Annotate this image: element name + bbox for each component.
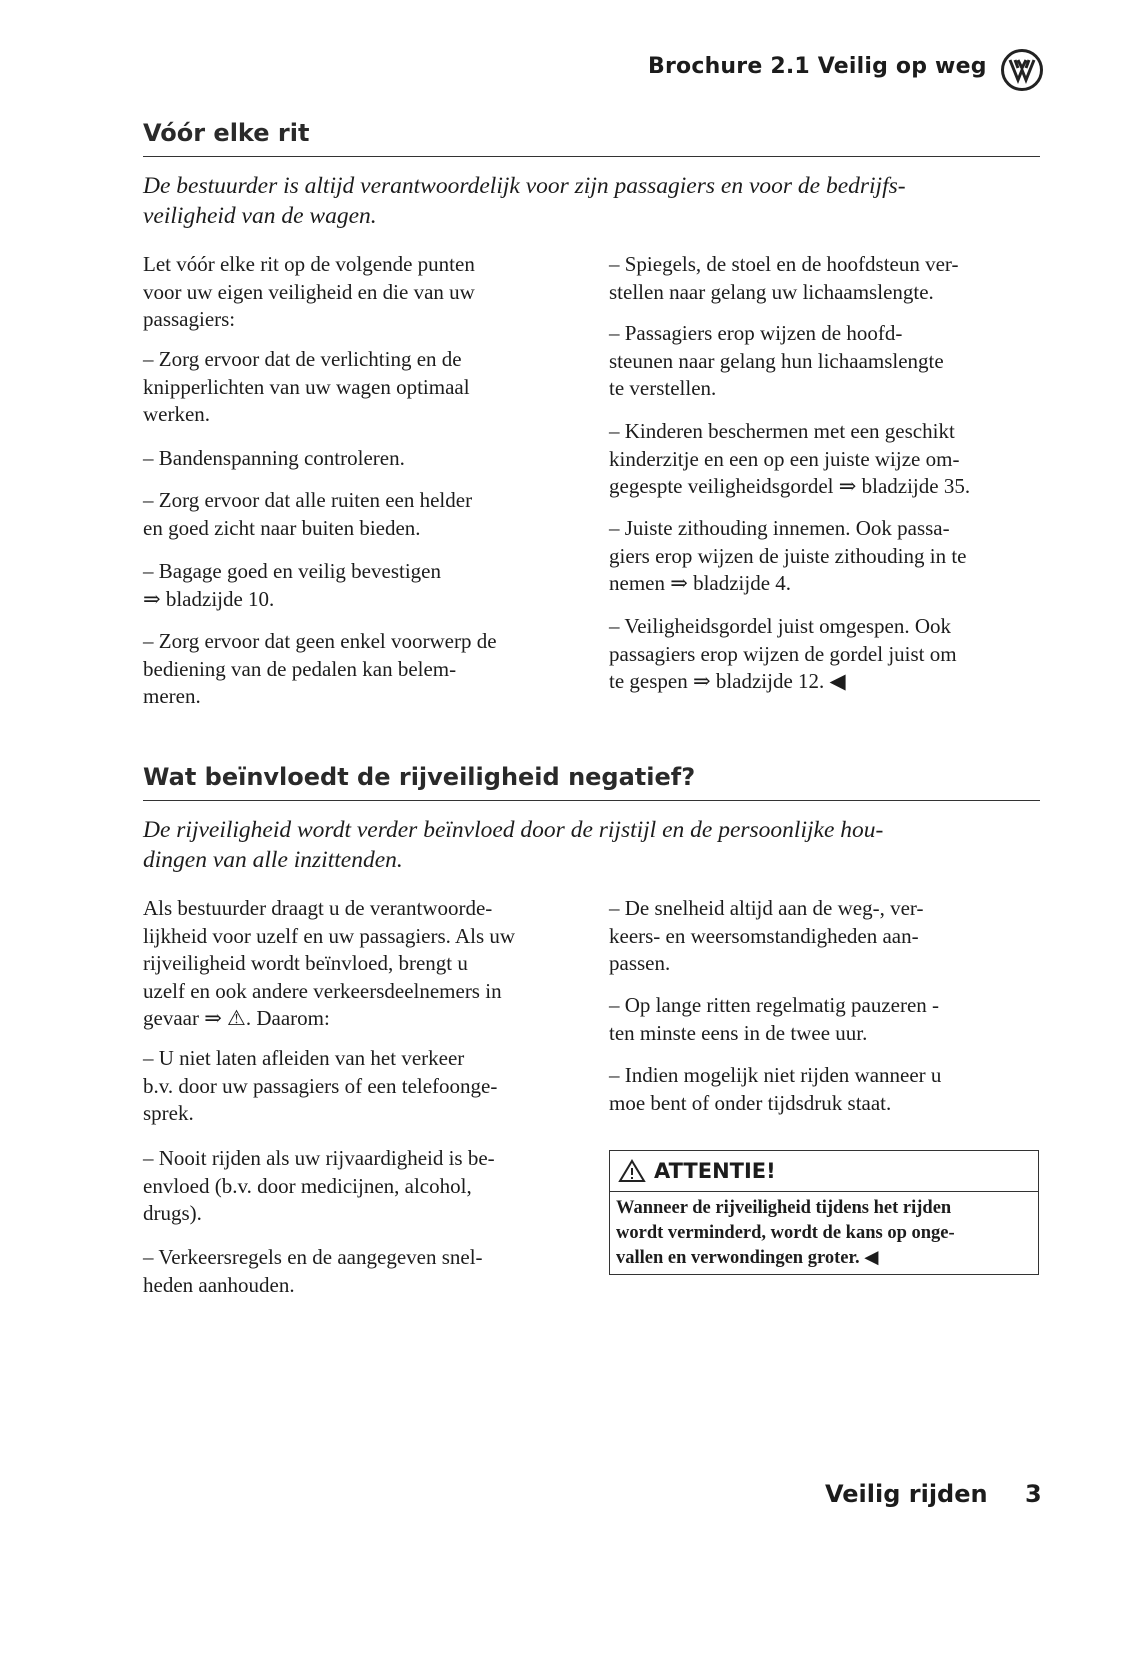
list-item: – Op lange ritten regelmatig pauzeren - ten minste eens in de twee uur. xyxy=(609,993,940,1045)
list-item: – Bagage goed en veilig bevestigen ⇒ bladzijde 10. xyxy=(143,559,441,611)
list-item: – Veiligheidsgordel juist omgespen. Ook passagiers erop wijzen de gordel juist om te gespen ⇒ bladzijde 12. ◀ xyxy=(609,614,957,693)
list-item: – Spiegels, de stoel en de hoofdsteun ver- stellen naar gelang uw lichaamslengte. xyxy=(609,252,959,304)
paragraph: Let vóór elke rit op de volgende punten voor uw eigen veiligheid en die van uw passagiers: xyxy=(143,252,475,331)
paragraph: Als bestuurder draagt u de verantwoorde- lijkheid voor uzelf en uw passagiers. Als uw rijveiligheid wordt beïnvloed, brengt u uzelf en ook andere verkeersdeelnemers in gevaar ⇒ ⚠. Daarom: xyxy=(143,896,516,1030)
warning-title: ATTENTIE! xyxy=(654,1159,776,1183)
list-item: – U niet laten afleiden van het verkeer b.v. door uw passagiers of een telefoonge- sprek. xyxy=(143,1046,498,1125)
warning-text: Wanneer de rijveiligheid tijdens het rijden wordt verminderd, wordt de kans op onge- vallen en verwondingen groter. ◀ xyxy=(616,1198,955,1268)
list-item: – Indien mogelijk niet rijden wanneer u moe bent of onder tijdsdruk staat. xyxy=(609,1063,942,1115)
section-intro-1: De bestuurder is altijd verantwoordelijk voor zijn passagiers en voor de bedrijfs- veiligheid van de wagen. xyxy=(143,173,906,229)
section-divider xyxy=(143,156,1040,157)
section-title-2: Wat beïnvloedt de rijveiligheid negatief? xyxy=(143,763,696,791)
list-item: – Zorg ervoor dat geen enkel voorwerp de bediening van de pedalen kan belem- meren. xyxy=(143,629,497,708)
section-divider xyxy=(143,800,1040,801)
list-item: – Passagiers erop wijzen de hoofd- steunen naar gelang hun lichaamslengte te verstellen. xyxy=(609,321,944,400)
list-item: – Juiste zithouding innemen. Ook passa- giers erop wijzen de juiste zithouding in te nemen ⇒ bladzijde 4. xyxy=(609,516,967,595)
list-item: – De snelheid altijd aan de weg-, ver- keers- en weersomstandigheden aan- passen. xyxy=(609,896,924,975)
section-intro-2: De rijveiligheid wordt verder beïnvloed door de rijstijl en de persoonlijke hou- dingen van alle inzittenden. xyxy=(143,817,884,873)
list-item: – Verkeersregels en de aangegeven snel- heden aanhouden. xyxy=(143,1245,483,1297)
warning-header xyxy=(610,1151,1038,1192)
warning-box xyxy=(609,1150,1039,1275)
warning-triangle-icon xyxy=(618,1159,646,1183)
list-item: – Kinderen beschermen met een geschikt kinderzitje en een op een juiste wijze om- gegespte veiligheidsgordel ⇒ bladzijde 35. xyxy=(609,419,971,498)
footer-section: Veilig rijden xyxy=(825,1480,988,1508)
list-item: – Bandenspanning controleren. xyxy=(143,446,405,470)
list-item: – Zorg ervoor dat de verlichting en de knipperlichten van uw wagen optimaal werken. xyxy=(143,347,470,426)
list-item: – Zorg ervoor dat alle ruiten een helder en goed zicht naar buiten bieden. xyxy=(143,488,473,540)
running-header: Brochure 2.1 Veilig op weg xyxy=(648,54,987,79)
page-number: 3 xyxy=(1025,1480,1042,1508)
section-title-1: Vóór elke rit xyxy=(143,119,310,147)
list-item: – Nooit rijden als uw rijvaardigheid is be- envloed (b.v. door medicijnen, alcohol, drugs). xyxy=(143,1146,495,1225)
vw-logo-icon xyxy=(1001,49,1043,91)
